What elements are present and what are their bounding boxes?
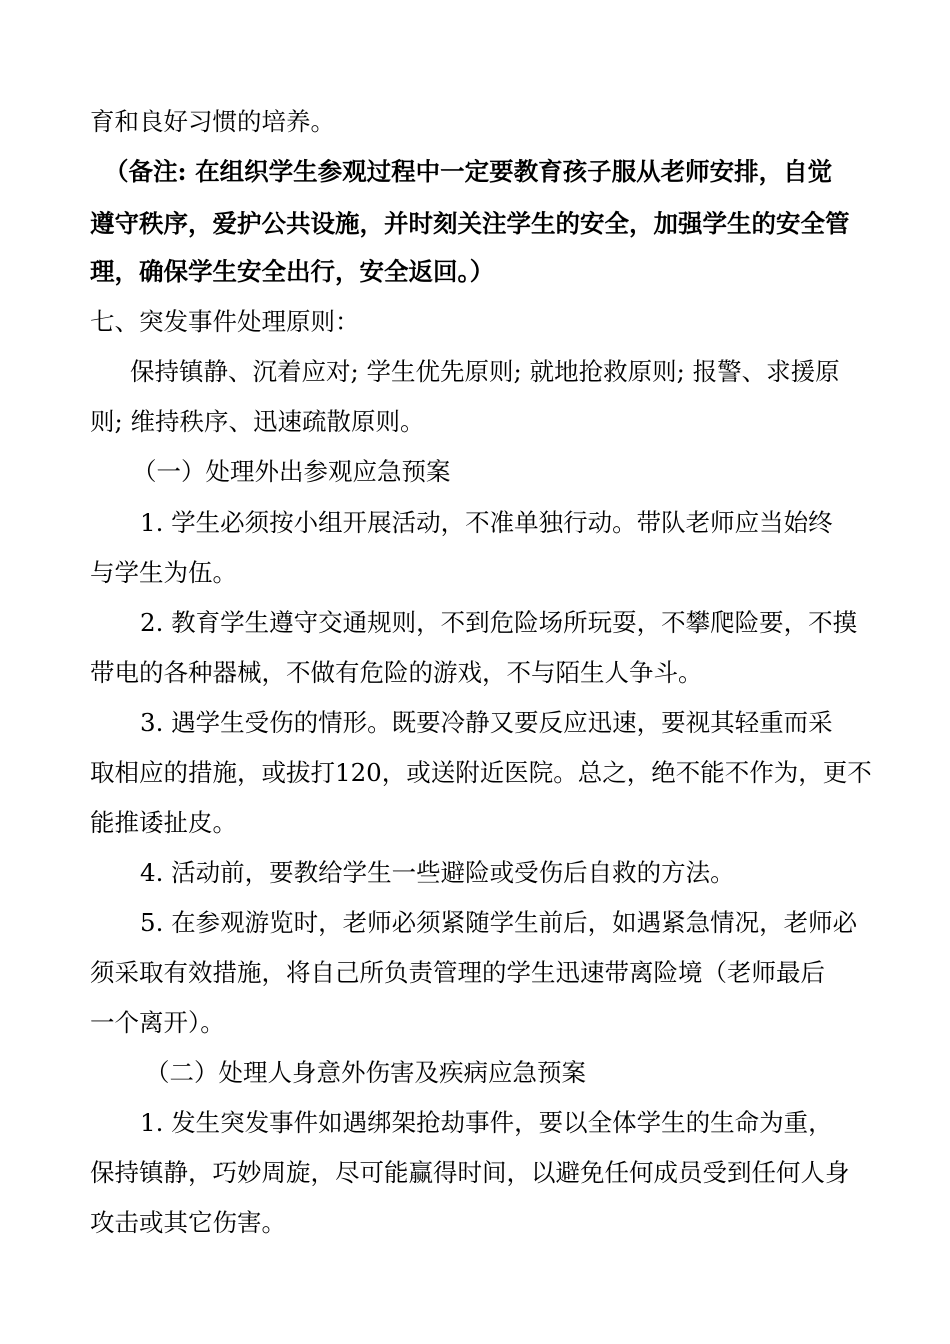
section-heading-7: 七、突发事件处理原则： xyxy=(90,307,360,336)
item-5-line-2: 须采取有效措施，将自己所负责管理的学生迅速带离险境（老师最后 xyxy=(90,958,825,987)
item-3-line-2: 取相应的措施，或拔打120，或送附近医院。总之，绝不能不作为，更不 xyxy=(90,758,872,787)
item-2-line-2: 带电的各种器械，不做有危险的游戏，不与陌生人争斗。 xyxy=(90,658,703,687)
note-line-3: 理，确保学生安全出行，安全返回。） xyxy=(90,257,495,286)
note-line-2: 遵守秩序，爱护公共设施，并时刻关注学生的安全，加强学生的安全管 xyxy=(90,209,850,238)
note-line-1: （备注: 在组织学生参观过程中一定要教育孩子服从老师安排，自觉 xyxy=(104,157,833,186)
text-line-1: 育和良好习惯的培养。 xyxy=(90,107,335,136)
item-5-line-3: 一个离开）。 xyxy=(90,1008,225,1037)
item-3-line-3: 能推诿扯皮。 xyxy=(90,808,237,837)
item-1-line-1: 1. 学生必须按小组开展活动，不准单独行动。带队老师应当始终 xyxy=(140,508,833,537)
subsection-heading-2: （二）处理人身意外伤害及疾病应急预案 xyxy=(145,1058,586,1087)
item-4-line-1: 4. 活动前，要教给学生一些避险或受伤后自救的方法。 xyxy=(140,858,735,887)
subsection-heading-1: （一）处理外出参观应急预案 xyxy=(132,457,451,486)
item-6-line-3: 攻击或其它伤害。 xyxy=(90,1208,286,1237)
item-2-line-1: 2. 教育学生遵守交通规则，不到危险场所玩耍，不攀爬险要，不摸 xyxy=(140,608,858,637)
principles-line-1: 保持镇静、沉着应对; 学生优先原则; 就地抢救原则; 报警、求援原 xyxy=(130,357,840,386)
item-6-line-1: 1. 发生突发事件如遇绑架抢劫事件，要以全体学生的生命为重， xyxy=(140,1108,833,1137)
item-6-line-2: 保持镇静，巧妙周旋，尽可能赢得时间，以避免任何成员受到任何人身 xyxy=(90,1158,850,1187)
item-3-line-1: 3. 遇学生受伤的情形。既要冷静又要反应迅速，要视其轻重而采 xyxy=(140,708,833,737)
item-5-line-1: 5. 在参观游览时，老师必须紧随学生前后，如遇紧急情况，老师必 xyxy=(140,908,858,937)
principles-line-2: 则; 维持秩序、迅速疏散原则。 xyxy=(90,407,425,436)
item-1-line-2: 与学生为伍。 xyxy=(90,558,237,587)
